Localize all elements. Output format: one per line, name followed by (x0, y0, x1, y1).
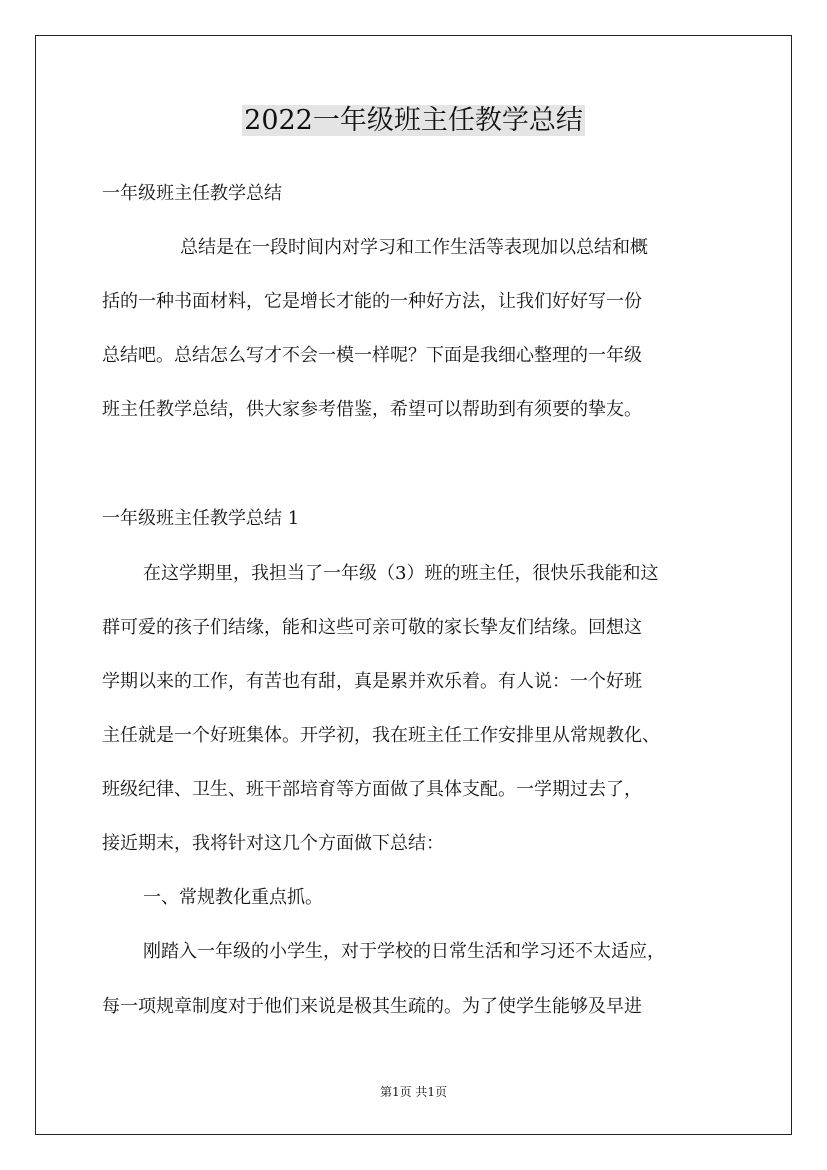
body-line: 每一项规章制度对于他们来说是极其生疏的。为了使学生能够及早进 (102, 996, 642, 1017)
intro-line: 总结是在一段时间内对学习和工作生活等表现加以总结和概 (180, 237, 648, 258)
body-line: 在这学期里，我担当了一年级（3）班的班主任，很快乐我能和这 (143, 563, 659, 584)
page-footer: 第1页 共1页 (379, 1085, 448, 1099)
body-line: 班级纪律、卫生、班干部培育等方面做了具体支配。一学期过去了， (102, 779, 642, 800)
body-line: 刚踏入一年级的小学生，对于学校的日常生活和学习还不太适应， (143, 941, 665, 962)
intro-line: 总结吧。总结怎么写才不会一模一样呢？下面是我细心整理的一年级 (102, 345, 642, 366)
intro-line: 括的一种书面材料，它是增长才能的一种好方法，让我们好好写一份 (102, 291, 642, 312)
body-line: 主任就是一个好班集体。开学初，我在班主任工作安排里从常规教化、 (102, 725, 660, 746)
body-line: 学期以来的工作，有苦也有甜，真是累并欢乐着。有人说：一个好班 (102, 671, 642, 692)
document-title (0, 101, 827, 141)
intro-line: 班主任教学总结，供大家参考借鉴，希望可以帮助到有须要的挚友。 (102, 399, 642, 420)
body-line: 一、常规教化重点抓。 (143, 887, 323, 908)
document-subtitle: 一年级班主任教学总结 (102, 183, 282, 204)
body-line: 群可爱的孩子们结缘，能和这些可亲可敬的家长挚友们结缘。回想这 (102, 617, 642, 638)
document-title-text: 2022一年级班主任教学总结 (244, 105, 583, 136)
section-heading: 一年级班主任教学总结 1 (102, 508, 300, 529)
body-line: 接近期末，我将针对这几个方面做下总结： (102, 833, 444, 854)
